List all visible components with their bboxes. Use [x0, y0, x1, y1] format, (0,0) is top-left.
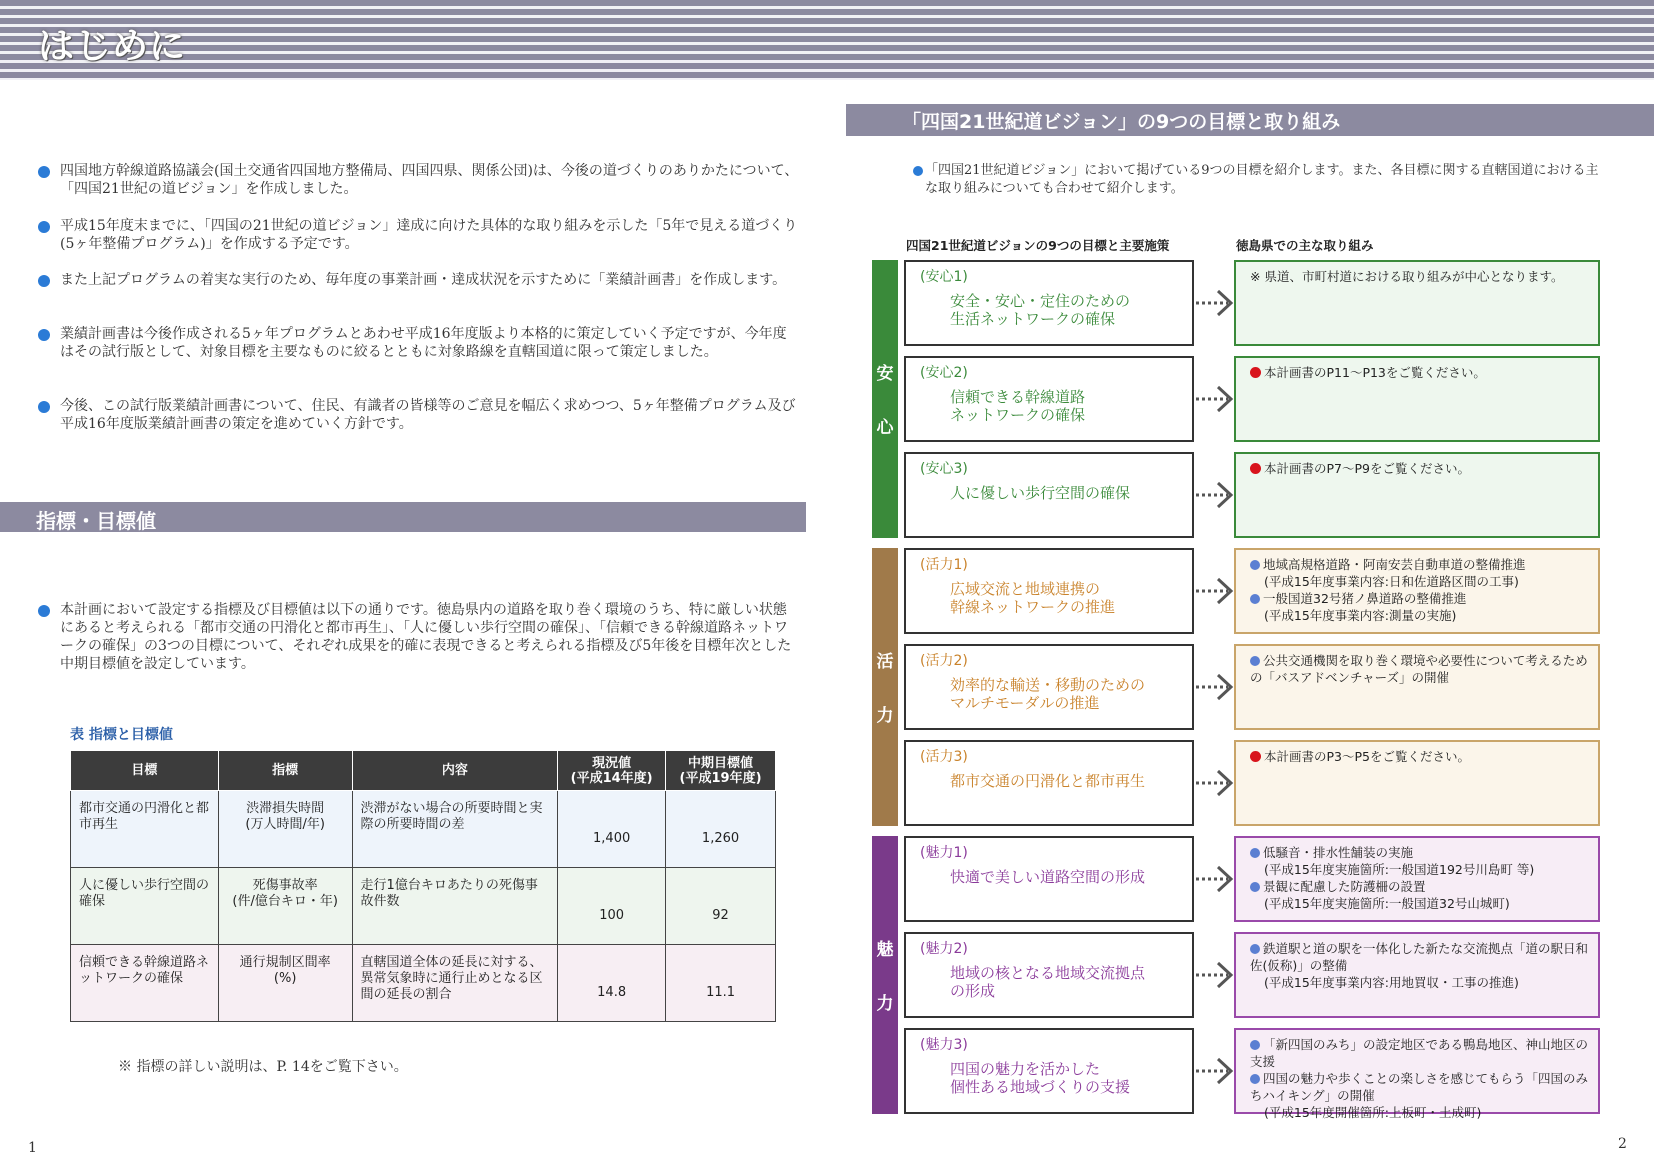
goal-text: 地域の核となる地域交流拠点 の形成	[950, 964, 1146, 1000]
intro-bullet-icon	[38, 401, 50, 413]
page-number-right: 2	[1618, 1136, 1627, 1152]
action-text: (平成15年度実施箇所:一般国道192号川島町 等)	[1264, 862, 1535, 877]
action-item	[1250, 895, 1596, 912]
table-header-cell: 現況値 (平成14年度)	[558, 751, 666, 791]
blue-dot-icon	[1250, 944, 1260, 954]
goal-text: 四国の魅力を活かした 個性ある地域づくりの支援	[950, 1060, 1131, 1096]
action-item	[1250, 1070, 1596, 1104]
action-text: (平成15年度開催箇所:上板町・土成町)	[1264, 1105, 1482, 1120]
goal-text: 快適で美しい道路空間の形成	[950, 868, 1146, 886]
goal-box	[904, 356, 1194, 442]
goal-text: 安全・安心・定住のための 生活ネットワークの確保	[950, 292, 1131, 328]
kpi-note: ※ 指標の詳しい説明は、P. 14をご覧下さい。	[118, 1059, 408, 1075]
goal-text: 都市交通の円滑化と都市再生	[950, 772, 1146, 790]
arrow-right-icon	[1194, 862, 1234, 896]
vision-section-title: 「四国21世紀道ビジョン」の9つの目標と取り組み	[902, 111, 1341, 133]
goal-box	[904, 1028, 1194, 1114]
red-dot-icon	[1250, 751, 1261, 762]
goal-tag: (活力1)	[920, 557, 968, 573]
table-cell-indicator: 死傷事故率 (件/億台キロ・年)	[218, 868, 352, 945]
arrow-right-icon	[1194, 286, 1234, 320]
action-text: 本計画書のP7～P9をご覧ください。	[1264, 461, 1470, 476]
arrow-right-icon	[1194, 382, 1234, 416]
table-row	[71, 791, 776, 868]
page-number-left: 1	[28, 1140, 37, 1156]
table-cell-indicator: 渋滞損失時間 (万人時間/年)	[218, 791, 352, 868]
intro-item: 今後、この試行版業績計画書について、住民、有識者の皆様等のご意見を幅広く求めつつ、5ヶ年整備プログラム及び平成16年度版業績計画書の策定を進めていく方針です。	[60, 398, 796, 432]
action-text: (平成15年度実施箇所:一般国道32号山城町)	[1264, 896, 1510, 911]
table-row	[71, 945, 776, 1022]
action-item	[1250, 1104, 1596, 1121]
action-text: 公共交通機関を取り巻く環境や必要性について考えるための「バスアドベンチャーズ」の開催	[1250, 653, 1588, 685]
goal-tag: (活力2)	[920, 653, 968, 669]
action-box	[1234, 644, 1600, 730]
action-text: (平成15年度事業内容:測量の実施)	[1264, 608, 1457, 623]
action-box	[1234, 356, 1600, 442]
action-box	[1234, 836, 1600, 922]
goal-tag: (安心3)	[920, 461, 968, 477]
blue-dot-icon	[1250, 560, 1260, 570]
red-dot-icon	[1250, 367, 1261, 378]
action-box	[1234, 932, 1600, 1018]
arrow-right-icon	[1194, 478, 1234, 512]
action-item	[1250, 556, 1596, 573]
kpi-section-title: 指標・目標値	[36, 509, 156, 533]
action-text: 低騒音・排水性舗装の実施	[1263, 845, 1414, 860]
page-header-band	[0, 0, 1654, 80]
category-label-char: 安	[876, 364, 894, 384]
arrow-right-icon	[1194, 766, 1234, 800]
category-label-char: 心	[876, 418, 894, 438]
goal-box	[904, 548, 1194, 634]
action-item	[1250, 844, 1596, 861]
action-text: 地域高規格道路・阿南安芸自動車道の整備推進	[1263, 557, 1526, 572]
blue-dot-icon	[1250, 594, 1260, 604]
blue-dot-icon	[1250, 882, 1260, 892]
action-text: (平成15年度事業内容:用地買収・工事の推進)	[1264, 975, 1519, 990]
action-item	[1250, 607, 1596, 624]
category-label-char: 魅	[876, 940, 894, 960]
table-header-cell: 指標	[218, 751, 352, 791]
action-item	[1250, 573, 1596, 590]
intro-bullet-icon	[38, 275, 50, 287]
kpi-section-bar	[0, 502, 806, 532]
category-label-char: 力	[876, 994, 894, 1014]
vision-section-bar	[846, 104, 1654, 136]
action-item	[1250, 1036, 1596, 1070]
table-cell-goal: 都市交通の円滑化と都市再生	[71, 791, 219, 868]
goal-tag: (安心1)	[920, 269, 968, 285]
kpi-description: 本計画において設定する指標及び目標値は以下の通りです。徳島県内の道路を取り巻く環境のうち、特に厳しい状態にあると考えられる「都市交通の円滑化と都市再生」、「人に優しい歩行空間の確保」、「信頼できる幹線道路ネットワークの確保」の3つの目標について、それぞれ成果を的確に表現できると考えられる指標及び5年後を目標年次とした中期目標値を設定しています。	[60, 602, 792, 672]
table-header-cell: 内容	[352, 751, 558, 791]
action-text: 本計画書のP11～P13をご覧ください。	[1264, 365, 1486, 380]
action-item	[1250, 861, 1596, 878]
arrow-right-icon	[1194, 958, 1234, 992]
intro-bullet-icon	[38, 221, 50, 233]
action-item	[1250, 268, 1596, 285]
action-box	[1234, 260, 1600, 346]
action-text: (平成15年度事業内容:日和佐道路区間の工事)	[1264, 574, 1519, 589]
table-header-cell: 中期目標値 (平成19年度)	[666, 751, 776, 791]
intro-item: また上記プログラムの着実な実行のため、毎年度の事業計画・達成状況を示すために「業績計画書」を作成します。	[60, 272, 787, 288]
category-bar	[872, 836, 898, 1114]
goal-box	[904, 836, 1194, 922]
intro-item: 四国地方幹線道路協議会(国土交通省四国地方整備局、四国四県、関係公団)は、今後の道づくりのありかたについて、「四国21世紀の道ビジョン」を作成しました。	[60, 163, 799, 197]
arrow-right-icon	[1194, 1054, 1234, 1088]
table-cell-goal: 人に優しい歩行空間の確保	[71, 868, 219, 945]
table-cell-content: 走行1億台キロあたりの死傷事故件数	[352, 868, 558, 945]
intro-bullet-icon	[38, 329, 50, 341]
action-text: 四国の魅力や歩くことの楽しさを感じてもらう「四国のみちハイキング」の開催	[1250, 1071, 1589, 1103]
page-title: はじめに	[38, 26, 187, 67]
goal-text: 信頼できる幹線道路 ネットワークの確保	[950, 388, 1086, 424]
col-header-goals: 四国21世紀道ビジョンの9つの目標と主要施策	[906, 238, 1170, 253]
action-box	[1234, 1028, 1600, 1120]
table-header-cell: 目標	[71, 751, 219, 791]
table-cell-content: 直轄国道全体の延長に対する、異常気象時に通行止めとなる区間の延長の割合	[352, 945, 558, 1022]
table-cell-target: 92	[666, 868, 776, 945]
goal-tag: (安心2)	[920, 365, 968, 381]
goal-text: 効率的な輸送・移動のための マルチモーダルの推進	[950, 676, 1146, 712]
goal-tag: (魅力3)	[920, 1037, 968, 1053]
table-cell-target: 11.1	[666, 945, 776, 1022]
goal-box	[904, 740, 1194, 826]
goal-tag: (活力3)	[920, 749, 968, 765]
red-dot-icon	[1250, 463, 1261, 474]
category-bar	[872, 260, 898, 538]
category-label-char: 活	[876, 652, 894, 672]
table-cell-content: 渋滞がない場合の所要時間と実際の所要時間の差	[352, 791, 558, 868]
action-text: 「新四国のみち」の設定地区である鴨島地区、神山地区の支援	[1250, 1037, 1589, 1069]
category-label-char: 力	[876, 706, 894, 726]
table-cell-current: 100	[558, 868, 666, 945]
goal-box	[904, 644, 1194, 730]
intro-item: 業績計画書は今後作成される5ヶ年プログラムとあわせ平成16年度版より本格的に策定していく予定ですが、今年度はその試行版として、対象目標を主要なものに絞るとともに対象路線を直轄国道に限って策定しました。	[60, 326, 787, 360]
intro-item: 平成15年度末までに、「四国の21世紀の道ビジョン」達成に向けた具体的な取り組みを示した「5年で見える道づくり(5ヶ年整備プログラム)」を作成する予定です。	[60, 218, 798, 252]
goal-text: 人に優しい歩行空間の確保	[950, 484, 1131, 502]
table-caption: 表 指標と目標値	[70, 727, 173, 743]
action-item	[1250, 364, 1596, 381]
vision-bullet-icon	[913, 166, 923, 176]
blue-dot-icon	[1250, 848, 1260, 858]
table-cell-target: 1,260	[666, 791, 776, 868]
col-header-actions: 徳島県での主な取り組み	[1236, 238, 1374, 253]
action-text: ※ 県道、市町村道における取り組みが中心となります。	[1250, 269, 1564, 284]
action-item	[1250, 590, 1596, 607]
kpi-table	[70, 750, 776, 1022]
arrow-right-icon	[1194, 670, 1234, 704]
table-row	[71, 868, 776, 945]
action-item	[1250, 878, 1596, 895]
intro-bullet-icon	[38, 166, 50, 178]
goal-tag: (魅力2)	[920, 941, 968, 957]
goal-box	[904, 932, 1194, 1018]
goal-box	[904, 260, 1194, 346]
goal-tag: (魅力1)	[920, 845, 968, 861]
action-item	[1250, 652, 1596, 686]
goal-box	[904, 452, 1194, 538]
table-cell-goal: 信頼できる幹線道路ネットワークの確保	[71, 945, 219, 1022]
category-bar	[872, 548, 898, 826]
kpi-bullet-icon	[38, 605, 50, 617]
action-item	[1250, 460, 1596, 477]
blue-dot-icon	[1250, 1074, 1260, 1084]
arrow-right-icon	[1194, 574, 1234, 608]
vision-intro: 「四国21世紀道ビジョン」において掲げている9つの目標を紹介します。また、各目標に関する直轄国道における主な取り組みについても合わせて紹介します。	[925, 163, 1599, 196]
action-box	[1234, 740, 1600, 826]
action-item	[1250, 748, 1596, 765]
action-text: 一般国道32号猪ノ鼻道路の整備推進	[1263, 591, 1467, 606]
action-box	[1234, 452, 1600, 538]
action-item	[1250, 940, 1596, 974]
blue-dot-icon	[1250, 1040, 1260, 1050]
table-cell-indicator: 通行規制区間率 (%)	[218, 945, 352, 1022]
table-cell-current: 1,400	[558, 791, 666, 868]
action-text: 鉄道駅と道の駅を一体化した新たな交流拠点「道の駅日和佐(仮称)」の整備	[1250, 941, 1589, 973]
action-box	[1234, 548, 1600, 634]
blue-dot-icon	[1250, 656, 1260, 666]
action-item	[1250, 974, 1596, 991]
action-text: 景観に配慮した防護柵の設置	[1263, 879, 1426, 894]
action-text: 本計画書のP3～P5をご覧ください。	[1264, 749, 1470, 764]
goal-text: 広域交流と地域連携の 幹線ネットワークの推進	[950, 580, 1116, 616]
table-cell-current: 14.8	[558, 945, 666, 1022]
